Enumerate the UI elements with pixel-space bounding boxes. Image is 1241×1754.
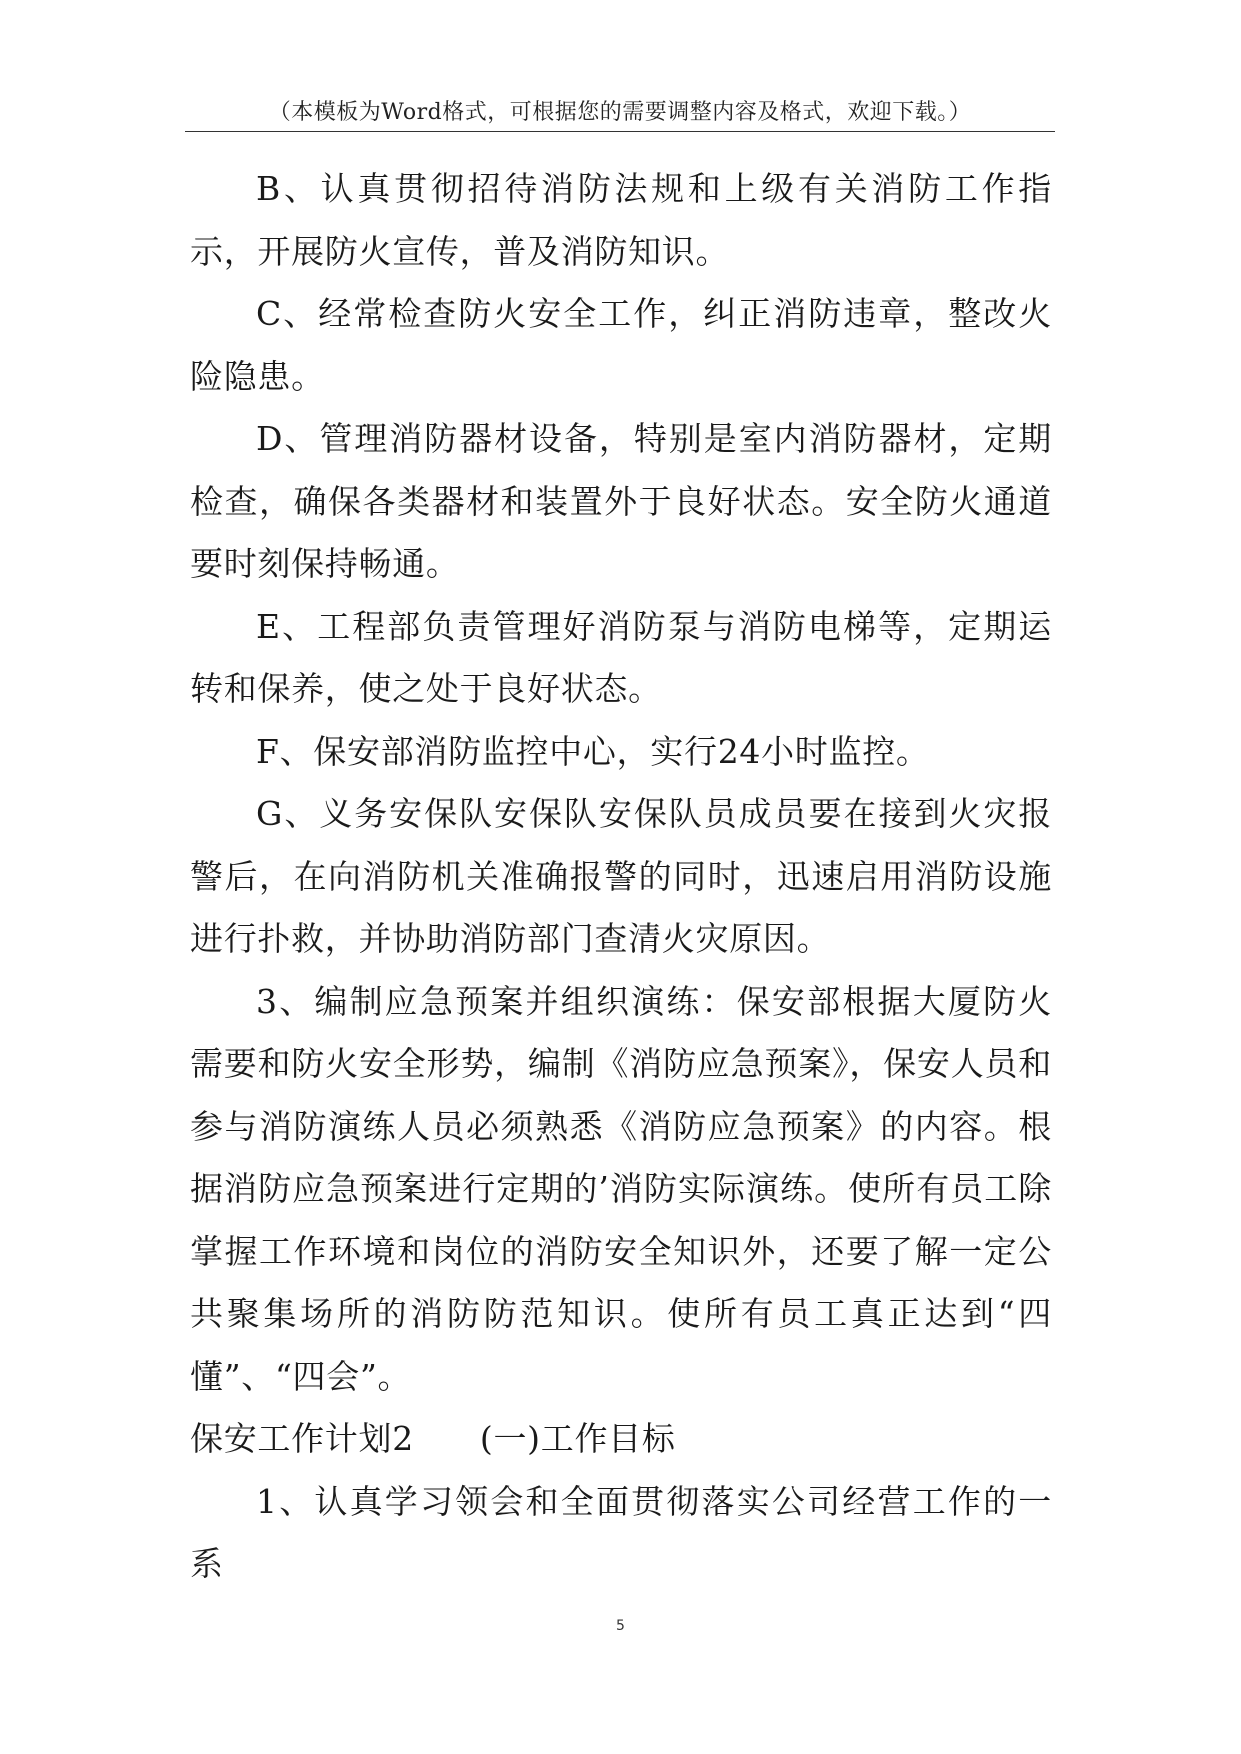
template-notice-header: （本模板为Word格式，可根据您的需要调整内容及格式，欢迎下载。） — [268, 100, 972, 125]
section-heading — [190, 1408, 1052, 1471]
paragraph-c: C、经常检查防火安全工作，纠正消防违章，整改火险隐患。 — [190, 294, 1052, 396]
document-body — [190, 158, 1052, 1596]
header-divider — [185, 131, 1055, 132]
paragraph-e: E、工程部负责管理好消防泵与消防电梯等，定期运转和保养，使之处于良好状态。 — [190, 606, 1052, 708]
paragraph-3: 3、编制应急预案并组织演练：保安部根据大厦防火需要和防火安全形势，编制《消防应急预案》，保安人员和参与消防演练人员必须熟悉《消防应急预案》的内容。根据消防应急预案进行定期的’消防实际演练。使所有员工除掌握工作环境和岗位的消防安全知识外，还要了解一定公共聚集场所的消防防范知识。使所有员工真正达到“四懂”、“四会”。 — [190, 981, 1052, 1396]
paragraph-b: B、认真贯彻招待消防法规和上级有关消防工作指示，开展防火宣传，普及消防知识。 — [190, 169, 1052, 271]
paragraph-g: G、义务安保队安保队安保队员成员要在接到火灾报警后，在向消防机关准确报警的同时，迅速启用消防设施进行扑救，并协助消防部门查清火灾原因。 — [190, 794, 1052, 958]
page-number: 5 — [616, 1618, 625, 1634]
section-title: 保安工作计划2 — [190, 1419, 414, 1458]
paragraph-d: D、管理消防器材设备，特别是室内消防器材，定期检查，确保各类器材和装置外于良好状态。安全防火通道要时刻保持畅通。 — [190, 419, 1052, 583]
paragraph-1: 1、认真学习领会和全面贯彻落实公司经营工作的一系 — [190, 1481, 1052, 1583]
paragraph-f: F、保安部消防监控中心，实行24小时监控。 — [256, 731, 930, 771]
section-subtitle: (一)工作目标 — [479, 1419, 676, 1458]
